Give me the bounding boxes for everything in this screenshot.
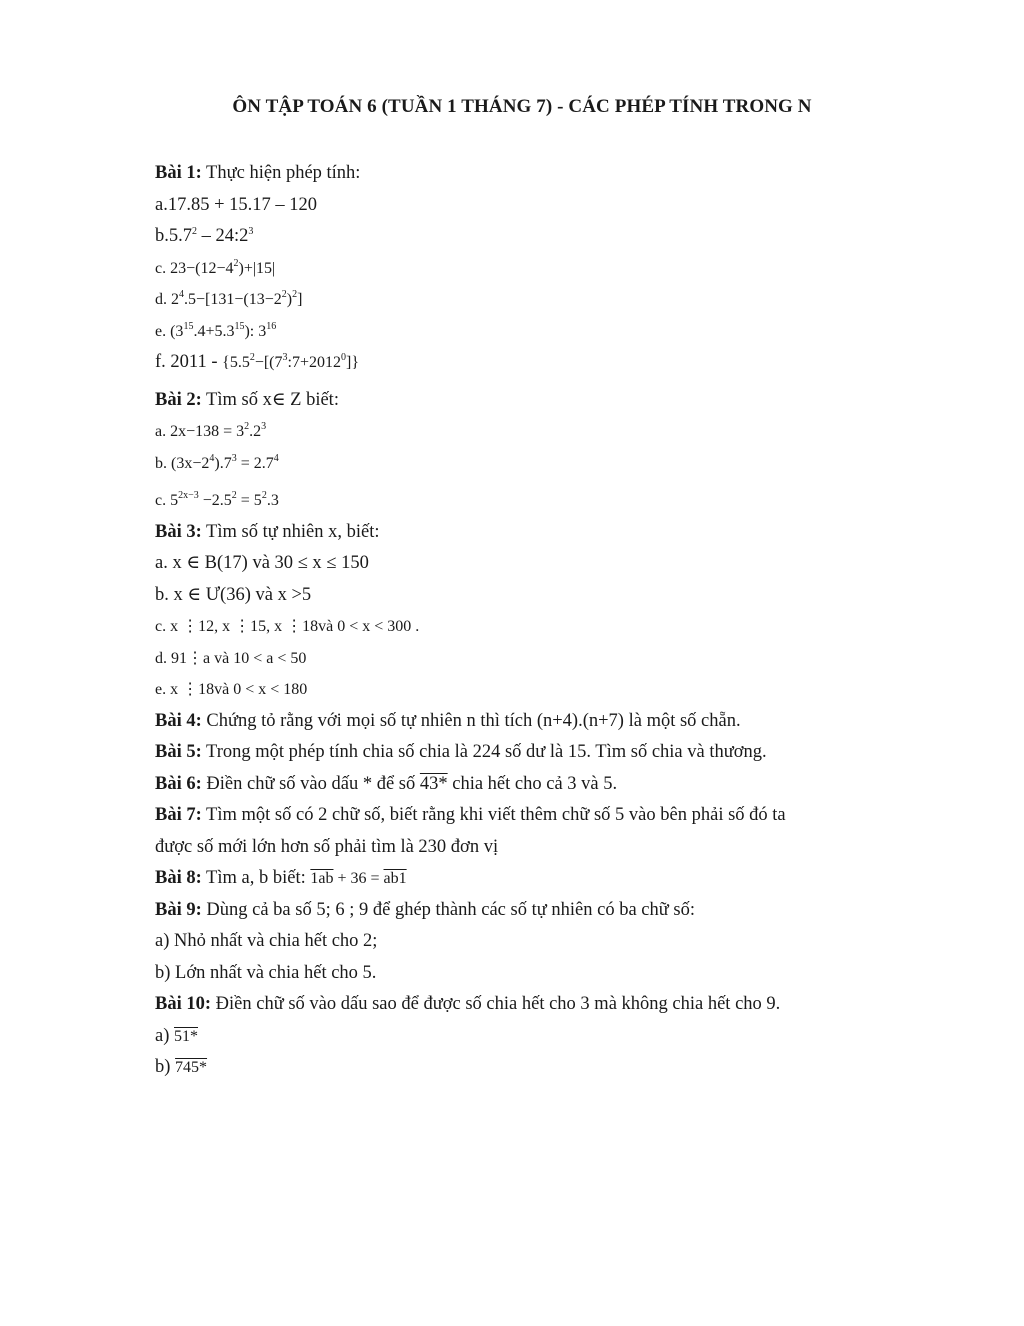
exercise-2-heading xyxy=(155,385,875,417)
exercise-label: Bài 4: xyxy=(155,710,202,731)
expr-part: ) xyxy=(286,291,293,308)
exercise-7 xyxy=(155,800,875,832)
exponent: 15 xyxy=(234,320,245,332)
expr-part: ] xyxy=(297,291,303,308)
expr-part: .2 xyxy=(249,423,262,440)
expr-part: {5.5 xyxy=(222,354,250,371)
exercise-3-heading xyxy=(155,517,875,549)
expr-part: – 24:2 xyxy=(197,226,249,246)
expr-part: ): 3 xyxy=(244,322,267,340)
expr-part: :7+2012 xyxy=(287,354,341,371)
page-title: ÔN TẬP TOÁN 6 (TUẦN 1 THÁNG 7) - CÁC PHÉP TÍNH TRONG N xyxy=(232,96,812,117)
expr-part: a. 2x−138 = 3 xyxy=(155,423,245,440)
exercise-10-a xyxy=(155,1021,875,1053)
exercise-3-e: e. x ⋮18và 0 < x < 180 xyxy=(155,681,308,698)
expr-part: .4+5.3 xyxy=(193,322,235,340)
exercise-text: Thực hiện phép tính: xyxy=(201,163,361,183)
exponent: 2x−3 xyxy=(178,490,199,501)
expr-part: ).7 xyxy=(214,454,232,472)
exponent: 3 xyxy=(248,226,254,237)
exponent: 16 xyxy=(266,320,277,332)
exercise-list xyxy=(155,158,875,1084)
exercise-2-c xyxy=(155,485,875,517)
expr-part: b. (3x−2 xyxy=(155,454,210,472)
expr-part: b) xyxy=(155,1057,176,1077)
exercise-text: chia hết cho cả 3 và 5. xyxy=(447,773,618,794)
overlined-number: 1ab xyxy=(310,870,334,887)
exercise-1-f xyxy=(155,347,875,379)
expr-part: −[(7 xyxy=(254,354,283,371)
exercise-text: Điền chữ số vào dấu * để số xyxy=(201,773,420,794)
overlined-number: ab1 xyxy=(383,870,407,887)
exponent: 0 xyxy=(340,352,346,363)
exercise-label: Bài 7: xyxy=(155,805,202,825)
exercise-1-b xyxy=(155,221,875,253)
exercise-label: Bài 2: xyxy=(155,389,202,410)
expr-part: = 2.7 xyxy=(236,454,274,472)
exercise-text: Tìm một số có 2 chữ số, biết rằng khi viết thêm chữ số 5 vào bên phải số đó ta xyxy=(201,805,786,825)
expr-part: .3 xyxy=(266,492,279,509)
exercise-1-a: a.17.85 + 15.17 – 120 xyxy=(155,194,318,215)
exercise-label: Bài 5: xyxy=(155,742,202,762)
exercise-10-b xyxy=(155,1052,875,1084)
exercise-5 xyxy=(155,737,875,769)
exponent: 2 xyxy=(261,490,267,501)
exercise-2-a xyxy=(155,416,875,448)
exponent: 2 xyxy=(249,352,255,363)
exercise-text: Trong một phép tính chia số chia là 224 số dư là 15. Tìm số chia và thương. xyxy=(201,742,767,762)
exercise-text: Điền chữ số vào dấu sao để được số chia hết cho 3 mà không chia hết cho 9. xyxy=(211,994,781,1014)
expr-part: + 36 = xyxy=(333,870,384,887)
exponent: 2 xyxy=(292,289,298,300)
expr-part: = 5 xyxy=(236,492,262,509)
exponent: 2 xyxy=(192,226,197,237)
exponent: 3 xyxy=(231,452,237,464)
exercise-8 xyxy=(155,863,875,895)
exercise-7-cont: được số mới lớn hơn số phải tìm là 230 đơn vị xyxy=(155,836,499,857)
expr-part: .5−[131−(13−2 xyxy=(184,291,282,308)
exponent: 4 xyxy=(179,289,184,300)
exercise-2-b xyxy=(155,448,875,480)
exponent: 3 xyxy=(261,421,267,432)
expr-part: −2.5 xyxy=(198,492,232,509)
exercise-text: Tìm số tự nhiên x, biết: xyxy=(201,521,380,542)
exponent: 4 xyxy=(209,452,215,464)
exponent: 2 xyxy=(233,257,239,269)
exercise-4 xyxy=(155,706,875,738)
exercise-3-b: b. x ∈ Ư(36) và x >5 xyxy=(155,584,312,605)
exercise-10 xyxy=(155,989,875,1021)
exercise-text: Dùng cả ba số 5; 6 ; 9 để ghép thành các số tự nhiên có ba chữ số: xyxy=(201,899,695,920)
expr-part: c. 5 xyxy=(155,492,179,509)
expr-part: a) xyxy=(155,1025,174,1046)
exponent: 2 xyxy=(281,289,287,300)
exercise-label: Bài 10: xyxy=(155,994,212,1014)
exercise-label: Bài 6: xyxy=(155,773,202,794)
exercise-9-b: b) Lớn nhất và chia hết cho 5. xyxy=(155,962,377,983)
expr-part: b.5.7 xyxy=(155,226,192,246)
exercise-label: Bài 1: xyxy=(155,163,202,183)
exponent: 2 xyxy=(244,421,250,432)
exercise-label: Bài 9: xyxy=(155,899,202,920)
exercise-9-a: a) Nhỏ nhất và chia hết cho 2; xyxy=(155,931,378,951)
expr-part: e. (3 xyxy=(155,322,184,340)
exponent: 15 xyxy=(183,320,194,332)
exponent: 3 xyxy=(282,352,288,363)
expr-part: )+|15| xyxy=(238,259,276,277)
exercise-9 xyxy=(155,895,875,927)
exponent: 4 xyxy=(273,452,279,464)
expr-part: ]} xyxy=(345,354,359,371)
exercise-1-d xyxy=(155,284,875,316)
exercise-text: Chứng tỏ rằng với mọi số tự nhiên n thì tích (n+4).(n+7) là một số chẵn. xyxy=(201,710,741,731)
expr-part: c. 23−(12−4 xyxy=(155,259,234,277)
overlined-number: 745* xyxy=(175,1059,208,1076)
expr-part: d. 2 xyxy=(155,291,179,308)
exercise-1-heading xyxy=(155,158,875,190)
exercise-6 xyxy=(155,769,875,801)
exercise-1-e xyxy=(155,316,875,348)
expr-part: f. 2011 - xyxy=(155,352,223,372)
overlined-number: 51* xyxy=(174,1027,198,1045)
exercise-3-c: c. x ⋮12, x ⋮15, x ⋮18và 0 < x < 300 . xyxy=(155,618,420,635)
exercise-3-d: d. 91⋮a và 10 < a < 50 xyxy=(155,649,307,667)
exercise-label: Bài 3: xyxy=(155,521,202,542)
exercise-label: Bài 8: xyxy=(155,868,202,888)
exercise-text: Tìm số x∈ Z biết: xyxy=(201,389,339,410)
exercise-text: Tìm a, b biết: xyxy=(201,868,311,888)
exercise-3-a: a. x ∈ B(17) và 30 ≤ x ≤ 150 xyxy=(155,553,369,573)
overlined-number: 43* xyxy=(419,773,448,794)
exponent: 2 xyxy=(231,490,237,501)
exercise-1-c xyxy=(155,253,875,285)
